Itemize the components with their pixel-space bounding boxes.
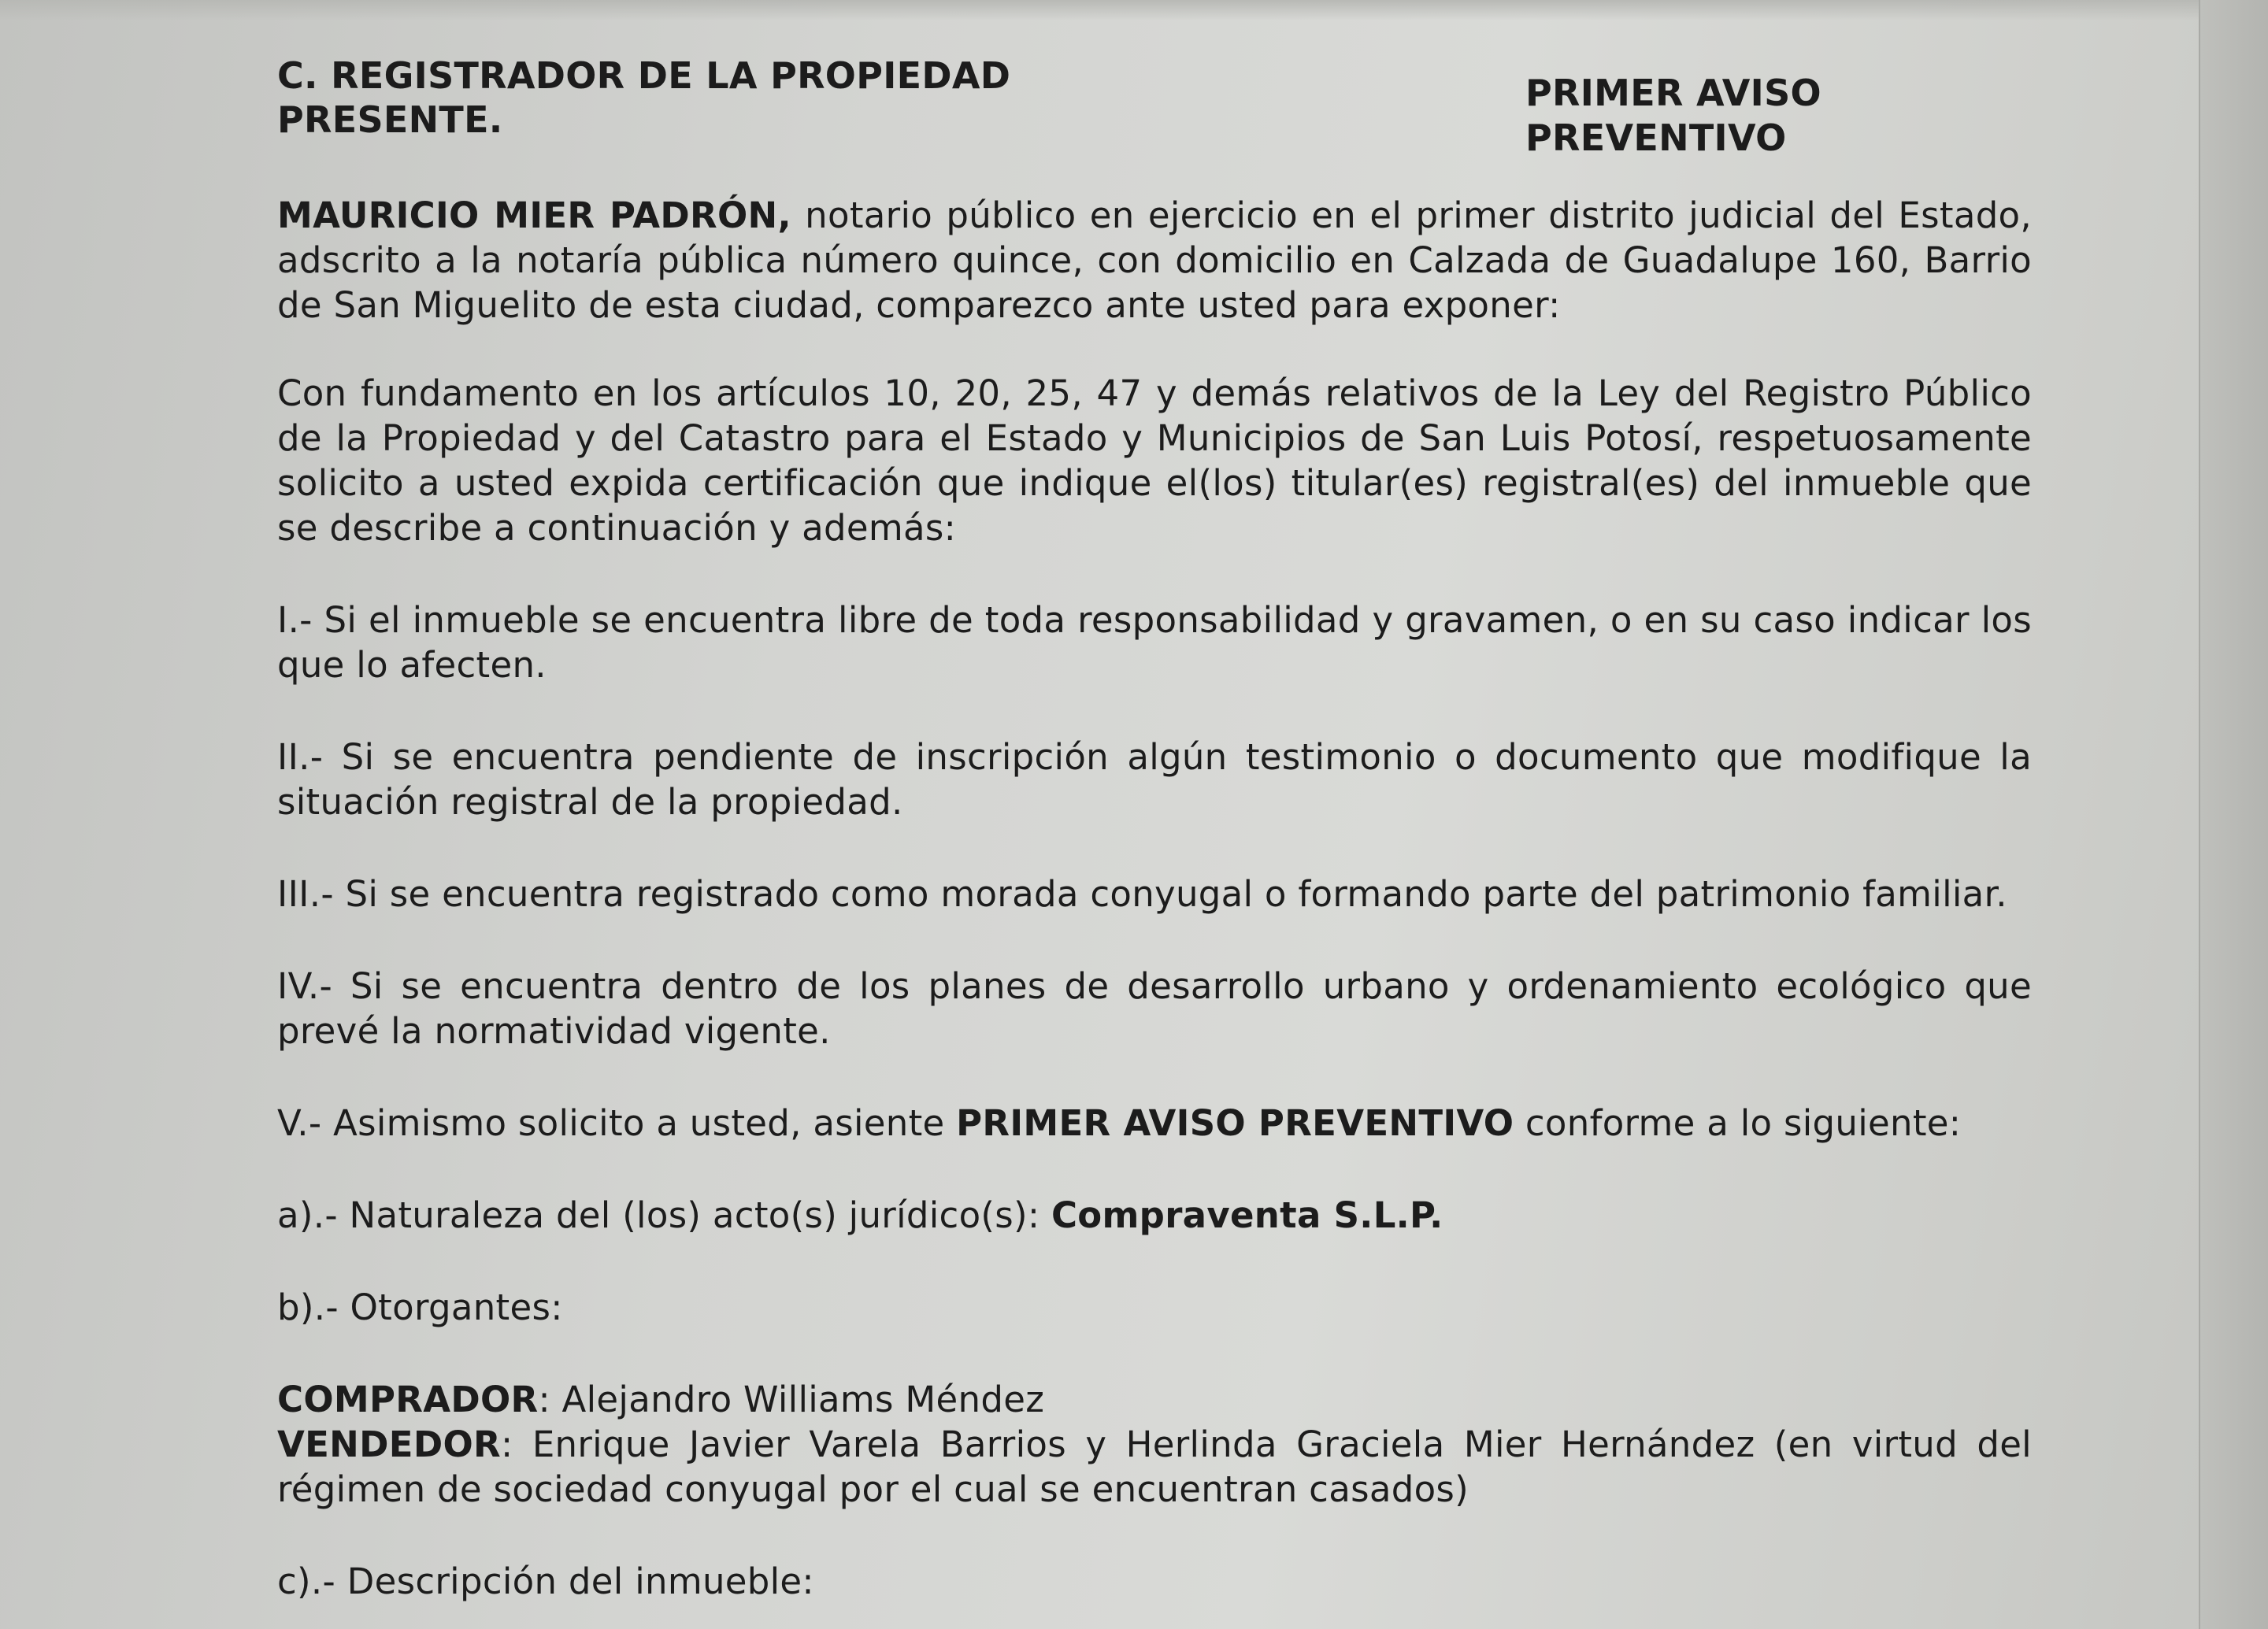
seller-label: VENDEDOR (277, 1424, 501, 1465)
request-item-iii: III.- Si se encuentra registrado como morada conyugal o formando parte del patrimonio familiar. (277, 873, 2007, 915)
page-edge (2199, 0, 2268, 1629)
addressee-line: C. REGISTRADOR DE LA PROPIEDAD (277, 54, 1011, 97)
item-a (277, 1193, 2032, 1238)
seller-line (277, 1422, 2032, 1512)
notice-title: PRIMER AVISO PREVENTIVO (1525, 72, 1821, 159)
request-item-iv: IV.- Si se encuentra dentro de los planes de desarrollo urbano y ordenamiento ecológico que prevé la normatividad vigente. (277, 965, 2032, 1052)
document-header (277, 47, 2032, 159)
page-top-shadow (0, 0, 2268, 20)
buyer-name: : Alejandro Williams Méndez (538, 1379, 1045, 1420)
document-body (277, 47, 2032, 1604)
request-item-v (277, 1101, 2032, 1146)
item-a-prefix: a).- Naturaleza del (los) acto(s) jurídico(s): (277, 1194, 1051, 1236)
buyer-label: COMPRADOR (277, 1379, 539, 1420)
intro-paragraph (277, 193, 2032, 328)
parties-block (277, 1377, 2032, 1512)
legal-basis-paragraph: Con fundamento en los artículos 10, 20, 25, 47 y demás relativos de la Ley del Registro Público de la Propiedad y del Catastro para el Estado y Municipios de San Luis Potosí, respetuosamente solicito a usted expida certificación que indique el(los) titular(es) registral(es) del inmueble que se describe a continuación y además: (277, 372, 2032, 549)
buyer-line (277, 1377, 2032, 1422)
addressee-block (277, 54, 1010, 142)
notary-name: MAURICIO MIER PADRÓN, (277, 194, 791, 236)
item-v-bold: PRIMER AVISO PREVENTIVO (956, 1102, 1514, 1144)
intro-text: notario público en ejercicio en el primer distrito judicial del Estado, adscrito a la notaría pública número quince, con domicilio en Calzada de Guadalupe 160, Barrio de San Miguelito de esta ciudad, comparezco ante usted para exponer: (277, 194, 2032, 326)
item-a-bold: Compraventa S.L.P. (1051, 1194, 1443, 1236)
request-item-i: I.- Si el inmueble se encuentra libre de toda responsabilidad y gravamen, o en su caso indicar los que lo afecten. (277, 599, 2032, 686)
request-item-ii: II.- Si se encuentra pendiente de inscripción algún testimonio o documento que modifique la situación registral de la propiedad. (277, 736, 2032, 823)
addressee-presente: PRESENTE. (277, 98, 503, 141)
item-c: c).- Descripción del inmueble: (277, 1561, 814, 1602)
seller-name: : Enrique Javier Varela Barrios y Herlinda Graciela Mier Hernández (en virtud del régimen de sociedad conyugal por el cual se encuentran casados) (277, 1424, 2032, 1510)
item-v-prefix: V.- Asimismo solicito a usted, asiente (277, 1102, 957, 1144)
item-v-suffix: conforme a lo siguiente: (1514, 1102, 1962, 1144)
item-b: b).- Otorgantes: (277, 1287, 563, 1328)
